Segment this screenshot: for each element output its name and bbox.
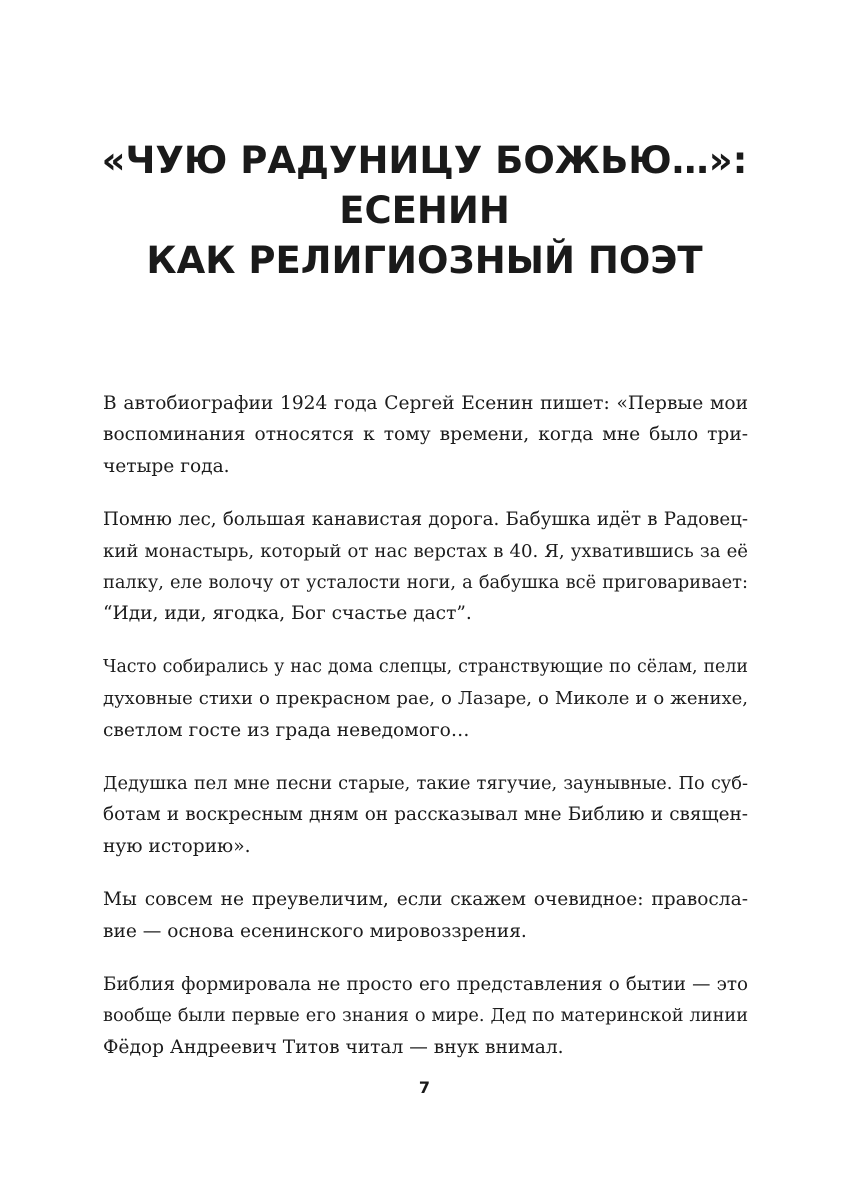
chapter-title xyxy=(0,136,849,286)
paragraph-3 xyxy=(103,652,748,746)
paragraph-line: Помню лес, большая канавистая дорога. Бабушка идёт в Радовец- xyxy=(103,509,748,531)
paragraph-line: духовные стихи о прекрасном рае, о Лазаре, о Миколе и о женихе, xyxy=(103,688,748,710)
paragraph-line: Фёдор Андреевич Титов читал — внук внимал. xyxy=(103,1036,564,1058)
chapter-body xyxy=(103,388,748,1085)
paragraph-line: Библия формировала не просто его представления о бытии — это xyxy=(103,974,748,996)
chapter-title-line-1: «ЧУЮ РАДУНИЦУ БОЖЬЮ…»: xyxy=(101,139,748,182)
paragraph-line: Дедушка пел мне песни старые, такие тягучие, заунывные. По суб- xyxy=(103,773,748,795)
paragraph-line: кий монастырь, который от нас верстах в 40. Я, ухватившись за её xyxy=(103,540,748,562)
paragraph-line: вие — основа есенинского мировоззрения. xyxy=(103,920,527,942)
paragraph-line: светлом госте из града неведомого… xyxy=(103,719,470,741)
paragraph-5 xyxy=(103,884,748,947)
paragraph-2 xyxy=(103,504,748,630)
paragraph-line: Мы совсем не преувеличим, если скажем очевидное: правосла- xyxy=(103,889,748,911)
paragraph-line: четыре года. xyxy=(103,455,230,477)
paragraph-line: Часто собирались у нас дома слепцы, странствующие по сёлам, пели xyxy=(103,656,748,677)
chapter-title-line-2: ЕСЕНИН xyxy=(339,189,510,232)
paragraph-4 xyxy=(103,768,748,862)
page-number: 7 xyxy=(418,1078,431,1097)
paragraph-line: В автобиографии 1924 года Сергей Есенин пишет: «Первые мои xyxy=(103,393,748,414)
paragraph-1 xyxy=(103,388,748,482)
paragraph-line: ботам и воскресным дням он рассказывал мне Библию и священ- xyxy=(103,804,748,826)
paragraph-6 xyxy=(103,969,748,1063)
paragraph-line: “Иди, иди, ягодка, Бог счастье даст”. xyxy=(103,603,472,625)
chapter-title-line-3: КАК РЕЛИГИОЗНЫЙ ПОЭТ xyxy=(146,239,703,282)
paragraph-line: воспоминания относятся к тому времени, когда мне было три- xyxy=(103,424,748,446)
paragraph-line: палку, еле волочу от усталости ноги, а бабушка всё приговаривает: xyxy=(103,572,748,594)
paragraph-line: вообще были первые его знания о мире. Дед по материнской линии xyxy=(103,1005,748,1026)
paragraph-line: ную историю». xyxy=(103,835,251,857)
